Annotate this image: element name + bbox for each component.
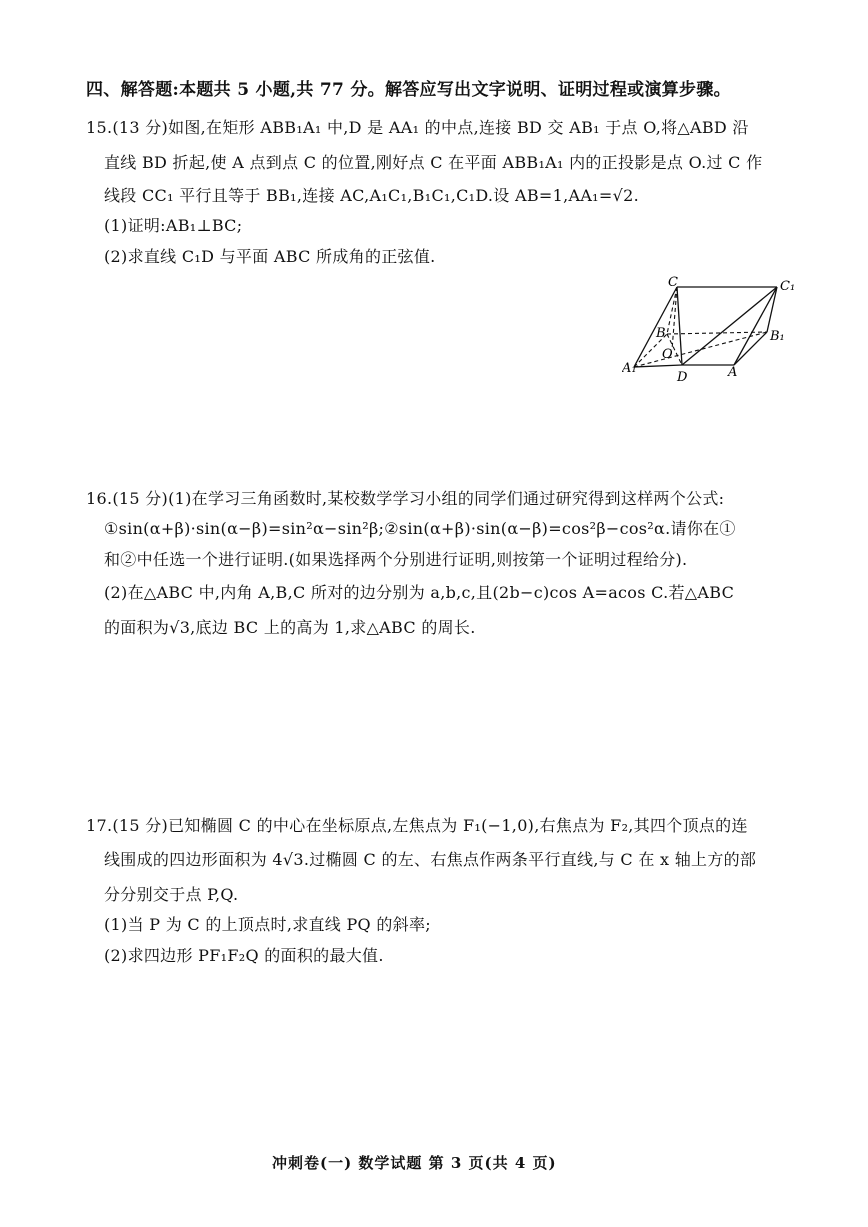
q17-line-1: 17.(15 分)已知椭圆 C 的中心在坐标原点,左焦点为 F₁(−1,0),右焦点为 F₂,其四个顶点的连 bbox=[86, 816, 748, 835]
q16-line-1: 16.(15 分)(1)在学习三角函数时,某校数学学习小组的同学们通过研究得到这样两个公式: bbox=[86, 489, 725, 508]
q15-line-2: 直线 BD 折起,使 A 点到点 C 的位置,刚好点 C 在平面 ABB₁A₁ 内的正投影是点 O.过 C 作 bbox=[104, 153, 763, 172]
label-C1: C₁ bbox=[780, 279, 796, 294]
q16-line-3: 和②中任选一个进行证明.(如果选择两个分别进行证明,则按第一个证明过程给分). bbox=[104, 550, 688, 569]
label-A1: A₁ bbox=[622, 361, 637, 376]
q15-part-1: (1)证明:AB₁⊥BC; bbox=[104, 216, 243, 235]
label-B1: B₁ bbox=[770, 329, 785, 344]
q17-part-2: (2)求四边形 PF₁F₂Q 的面积的最大值. bbox=[104, 946, 384, 965]
label-D: D bbox=[677, 370, 688, 385]
label-B: B bbox=[656, 326, 666, 341]
q17-part-1: (1)当 P 为 C 的上顶点时,求直线 PQ 的斜率; bbox=[104, 915, 431, 934]
page-footer: 冲刺卷(一) 数学试题 第 3 页(共 4 页) bbox=[272, 1154, 557, 1172]
q15-part-2: (2)求直线 C₁D 与平面 ABC 所成角的正弦值. bbox=[104, 247, 436, 266]
q16-part-2-line-1: (2)在△ABC 中,内角 A,B,C 所对的边分别为 a,b,c,且(2b−c)cos A=acos C.若△ABC bbox=[104, 583, 735, 602]
q17-line-3: 分分别交于点 P,Q. bbox=[104, 885, 239, 904]
q15-line-1: 15.(13 分)如图,在矩形 ABB₁A₁ 中,D 是 AA₁ 的中点,连接 BD 交 AB₁ 于点 O,将△ABD 沿 bbox=[86, 118, 749, 137]
q16-part-2-line-2: 的面积为√3,底边 BC 上的高为 1,求△ABC 的周长. bbox=[104, 618, 476, 637]
q17-line-2: 线围成的四边形面积为 4√3.过椭圆 C 的左、右焦点作两条平行直线,与 C 在 x 轴上方的部 bbox=[104, 850, 757, 869]
q15-line-3: 线段 CC₁ 平行且等于 BB₁,连接 AC,A₁C₁,B₁C₁,C₁D.设 AB=1,AA₁=√2. bbox=[104, 186, 639, 205]
label-O: O bbox=[662, 347, 673, 362]
section-header: 四、解答题:本题共 5 小题,共 77 分。解答应写出文字说明、证明过程或演算步骤。 bbox=[86, 80, 731, 100]
prism-figure bbox=[622, 272, 802, 387]
q16-line-2: ①sin(α+β)·sin(α−β)=sin²α−sin²β;②sin(α+β)·sin(α−β)=cos²β−cos²α.请你在① bbox=[104, 519, 736, 538]
label-A: A bbox=[728, 365, 738, 380]
label-C: C bbox=[668, 275, 678, 290]
